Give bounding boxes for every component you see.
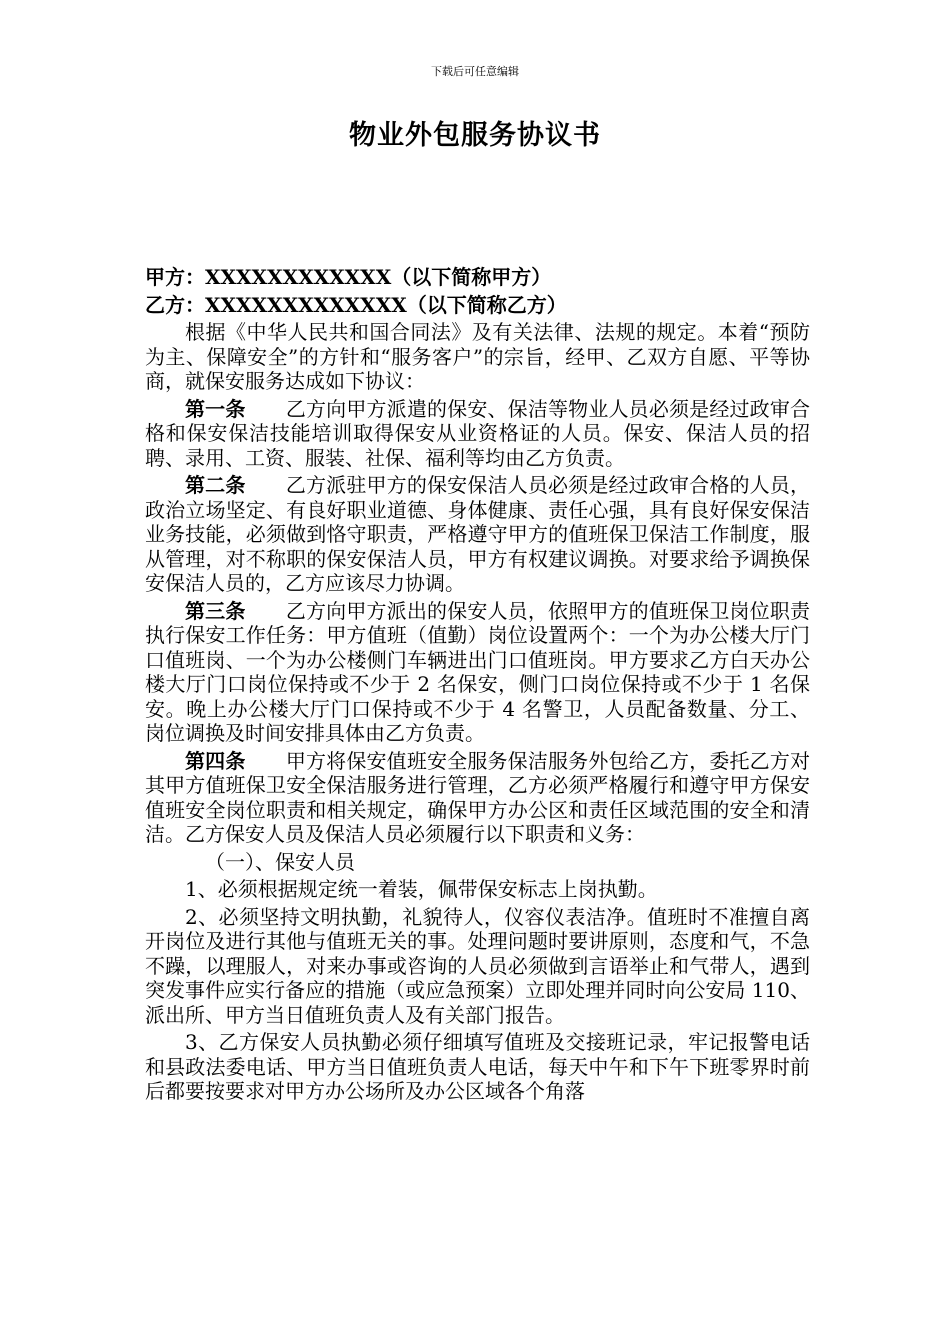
document-body xyxy=(145,265,810,1107)
article-4-text: 甲方将保安值班安全服务保洁服务外包给乙方，委托乙方对其甲方值班保卫安全保洁服务进行管理，乙方必须严格履行和遵守甲方保安值班安全岗位职责和相关规定，确保甲方办公区和责任区域范围的安全和清洁。乙方保安人员及保洁人员必须履行以下职责和义务： xyxy=(145,748,811,846)
article-4 xyxy=(145,749,810,847)
article-1-text: 乙方向甲方派遣的保安、保洁等物业人员必须是经过政审合格和保安保洁技能培训取得保安从业资格证的人员。保安、保洁人员的招聘、录用、工资、服装、社保、福利等均由乙方负责。 xyxy=(145,396,811,470)
article-3 xyxy=(145,599,810,746)
article-1-label: 第一条 xyxy=(185,396,246,421)
clause-1: 1、必须根据规定统一着装，佩带保安标志上岗执勤。 xyxy=(185,877,658,901)
article-3-label: 第三条 xyxy=(185,598,246,623)
document-title: 物业外包服务协议书 xyxy=(349,120,601,151)
article-2-text: 乙方派驻甲方的保安保洁人员必须是经过政审合格的人员，政治立场坚定、有良好职业道德、身体健康、责任心强，具有良好保安保洁业务技能，必须做到恪守职责，严格遵守甲方的值班保卫保洁工作制度，服从管理，对不称职的保安保洁人员，甲方有权建议调换。对要求给予调换保安保洁人员的，乙方应该尽力协调。 xyxy=(145,473,811,595)
section-heading: （一）、保安人员 xyxy=(205,849,355,874)
clause-3: 3、乙方保安人员执勤必须仔细填写值班及交接班记录，牢记报警电话和县政法委电话、甲方当日值班负责人电话，每天中午和下午下班零界时前后都要按要求对甲方办公场所及办公区域各个角落 xyxy=(145,1030,810,1103)
preamble: 根据《中华人民共和国合同法》及有关法律、法规的规定。本着“预防为主、保障安全”的方针和“服务客户”的宗旨，经甲、乙双方自愿、平等协商，就保安服务达成如下协议： xyxy=(145,320,810,393)
article-2-label: 第二条 xyxy=(185,473,246,497)
article-4-label: 第四条 xyxy=(185,748,246,773)
article-3-text: 乙方向甲方派出的保安人员，依照甲方的值班保卫岗位职责执行保安工作任务：甲方值班（值勤）岗位设置两个：一个为办公楼大厅门口值班岗、一个为办公楼侧门车辆进出门口值班岗。甲方要求乙方白天办公楼大厅门口岗位保持或不少于 2 名保安，侧门口岗位保持或不少于 1 名保安。晚上办公楼大厅门口保持或不少于 4 名警卫，人员配备数量、分工、岗位调换及时间安排具体由乙方负责。 xyxy=(145,598,811,745)
clause-2: 2、必须坚持文明执勤，礼貌待人，仪容仪表洁净。值班时不准擅自离开岗位及进行其他与值班无关的事。处理问题时要讲原则，态度和气，不急不躁，以理服人，对来办事或咨询的人员必须做到言语举止和气带人，遇到突发事件应实行备应的措施（或应急预案）立即处理并同时向公安局 110、派出所、甲方当日值班负责人及有关部门报告。 xyxy=(145,904,810,1027)
article-1 xyxy=(145,397,810,471)
party-b: 乙方：XXXXXXXXXXXXX（以下简称乙方） xyxy=(145,292,567,317)
header-note: 下载后可任意编辑 xyxy=(431,65,519,78)
party-a: 甲方：XXXXXXXXXXXX（以下简称甲方） xyxy=(145,265,552,289)
article-2 xyxy=(145,473,810,596)
